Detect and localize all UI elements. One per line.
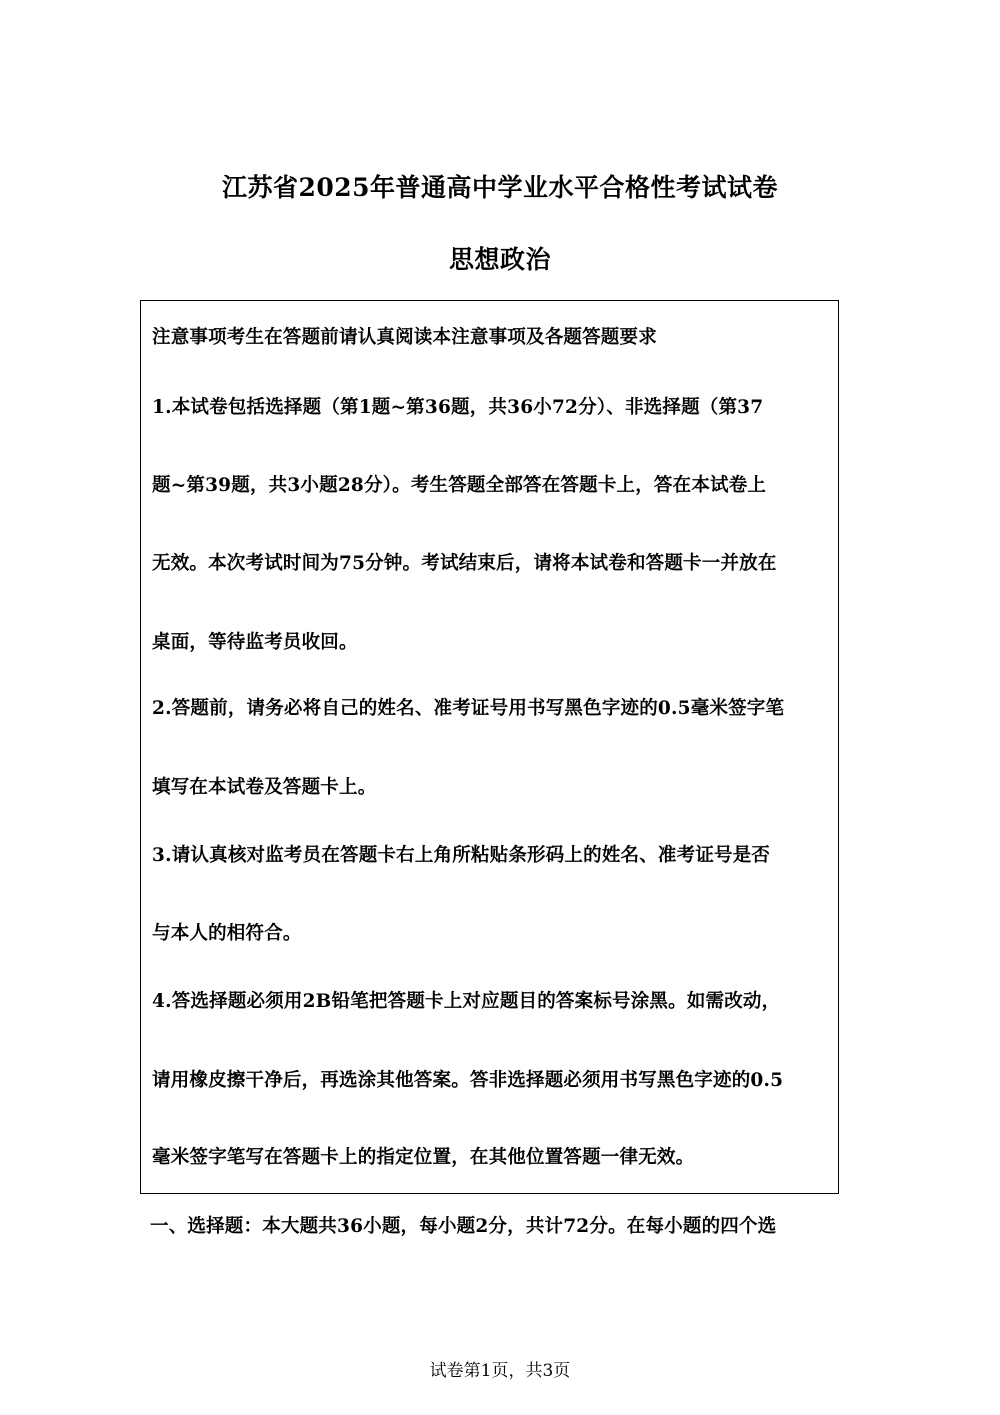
subject-title: 思想政治	[448, 245, 551, 274]
page-number: 试卷第1页，共3页	[429, 1361, 571, 1381]
notice-line: 填写在本试卷及答题卡上。	[152, 777, 377, 798]
section-heading: 一、选择题：本大题共36小题，每小题2分，共计72分。在每小题的四个选	[150, 1216, 777, 1237]
notice-line: 桌面，等待监考员收回。	[152, 632, 358, 653]
notice-line: 4.答选择题必须用2B铅笔把答题卡上对应题目的答案标号涂黑。如需改动，	[152, 991, 781, 1012]
notice-heading: 注意事项考生在答题前请认真阅读本注意事项及各题答题要求	[152, 327, 657, 348]
notice-line: 题~第39题，共3小题28分）。考生答题全部答在答题卡上，答在本试卷上	[152, 475, 767, 496]
exam-title: 江苏省2025年普通高中学业水平合格性考试试卷	[221, 173, 779, 202]
notice-line: 与本人的相符合。	[152, 923, 302, 944]
notice-line: 请用橡皮擦干净后，再选涂其他答案。答非选择题必须用书写黑色字迹的0.5	[152, 1070, 784, 1091]
notice-line: 无效。本次考试时间为75分钟。考试结束后，请将本试卷和答题卡一并放在	[152, 553, 777, 574]
notice-line: 2.答题前，请务必将自己的姓名、准考证号用书写黑色字迹的0.5毫米签字笔	[152, 698, 785, 719]
notice-box	[140, 300, 839, 1194]
notice-line: 3.请认真核对监考员在答题卡右上角所粘贴条形码上的姓名、准考证号是否	[152, 845, 771, 866]
notice-line: 毫米签字笔写在答题卡上的指定位置，在其他位置答题一律无效。	[152, 1147, 695, 1168]
notice-line: 1.本试卷包括选择题（第1题~第36题，共36小72分）、非选择题（第37	[152, 397, 764, 418]
